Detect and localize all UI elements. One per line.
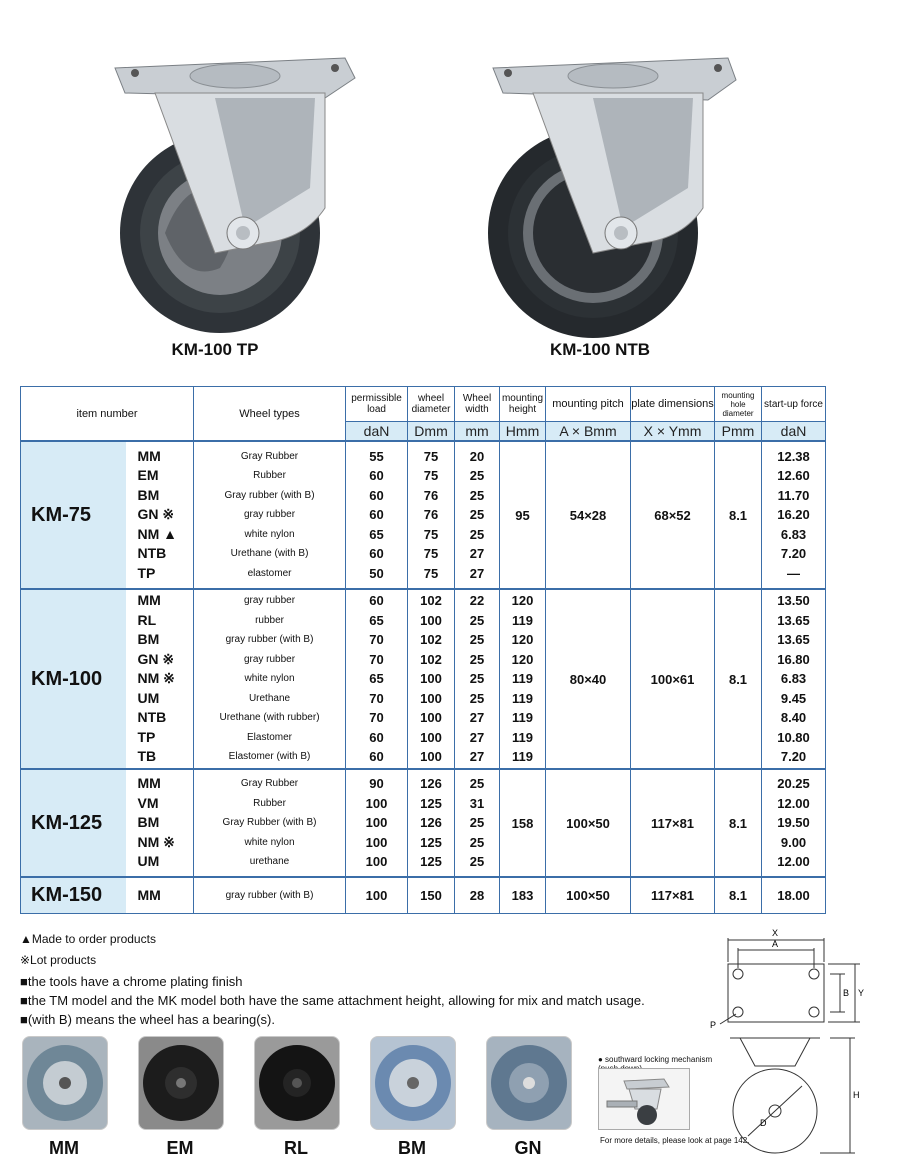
code: NM ※	[137, 833, 175, 850]
photo-caption-tp: KM-100 TP	[171, 340, 259, 359]
code: GN ※	[137, 650, 175, 667]
code: TP	[137, 564, 156, 581]
force-km-75	[762, 441, 826, 589]
value: 12.00	[777, 854, 810, 870]
value: 70	[369, 632, 384, 648]
unit-force: daN	[762, 422, 826, 442]
header-pitch: mounting pitch	[546, 387, 631, 422]
value: 119	[512, 710, 533, 726]
wheel-type: gray rubber (with B)	[225, 634, 314, 646]
value: 125	[420, 834, 442, 850]
unit-height: Hmm	[500, 422, 546, 442]
value: 125	[420, 854, 442, 870]
value: 9.45	[780, 690, 807, 706]
codes-km-100	[126, 589, 194, 769]
value: 9.00	[780, 834, 807, 850]
wheel-type: white nylon	[244, 528, 295, 540]
header-load: permissible load	[346, 387, 408, 422]
value: 22	[469, 593, 485, 609]
value: 70	[369, 651, 384, 667]
wheel-label-gn: GN	[514, 1138, 542, 1158]
value: 60	[369, 507, 384, 523]
value: 100	[420, 729, 442, 745]
unit-diameter: Dmm	[408, 422, 455, 442]
wheel-type: rubber	[255, 614, 284, 626]
value: 11.70	[777, 487, 810, 503]
wheel-type: gray rubber	[243, 509, 296, 521]
wheel-type: Urethane (with B)	[230, 548, 309, 560]
value: 60	[369, 729, 384, 745]
width-km-125	[455, 769, 500, 877]
wheel-type: Urethane (with rubber)	[219, 712, 320, 724]
value: 7.20	[780, 546, 807, 562]
wheel-label-rl: RL	[284, 1138, 308, 1158]
value: 76	[423, 487, 439, 503]
wheel-type: Rubber	[253, 470, 286, 482]
value: 25	[469, 612, 485, 628]
wheel-label-em: EM	[166, 1138, 194, 1158]
model-km-125: KM-125	[21, 769, 126, 877]
wheel-type: gray rubber	[243, 595, 296, 607]
types-km-75	[194, 441, 346, 589]
value: 60	[369, 593, 384, 609]
wheel-type: gray rubber	[243, 653, 296, 665]
wheel-thumb-em	[138, 1036, 224, 1130]
code: BM	[137, 486, 160, 503]
value: 6.83	[780, 526, 807, 542]
force-km-125	[762, 769, 826, 877]
value: 100	[365, 795, 388, 811]
code: NTB	[137, 545, 167, 562]
value: 20	[469, 448, 485, 464]
value: 13.50	[777, 593, 810, 609]
value: 75	[423, 448, 439, 464]
value: 25	[469, 507, 485, 523]
value: 100	[365, 854, 388, 870]
value: 6.83	[780, 671, 807, 687]
value: 90	[369, 776, 384, 792]
value: 16.20	[777, 507, 810, 523]
height-km-75: 95	[500, 441, 546, 589]
value: 119	[512, 671, 533, 687]
codes-km-125	[126, 769, 194, 877]
code: BM	[137, 814, 160, 831]
plate-km-75: 68×52	[631, 441, 715, 589]
height-km-150: 183	[500, 877, 546, 913]
value: 27	[469, 729, 485, 745]
value: 8.40	[780, 710, 807, 726]
code: TP	[137, 728, 156, 745]
value: 119	[512, 729, 533, 745]
note-made-to-order: ▲Made to order products	[20, 932, 156, 946]
codes-km-150	[126, 877, 194, 913]
wheel-type: Gray Rubber	[240, 778, 299, 790]
value: 60	[369, 468, 384, 484]
spec-table	[20, 386, 826, 914]
note-attachment-height: ■the TM model and the MK model both have the same attachment height, allowing for mix and match usage.	[20, 993, 645, 1008]
code: RL	[137, 611, 157, 628]
unit-plate: X × Ymm	[631, 422, 715, 442]
value: 126	[420, 776, 442, 792]
load-km-150: 100	[346, 877, 408, 913]
width-km-75	[455, 441, 500, 589]
value: 7.20	[780, 749, 807, 765]
code: UM	[137, 853, 160, 870]
value: 16.80	[777, 651, 810, 667]
value: 120	[511, 651, 534, 667]
hole-km-125: 8.1	[715, 769, 762, 877]
locking-title: ● southward locking mechanism	[598, 1055, 713, 1064]
header-diameter: wheel diameter	[408, 387, 455, 422]
value: 25	[469, 776, 485, 792]
value: 100	[365, 815, 388, 831]
wheel-label-bm: BM	[398, 1138, 426, 1158]
wheel-thumb-gn	[486, 1036, 572, 1130]
value: 12.38	[777, 448, 810, 464]
load-km-75	[346, 441, 408, 589]
value: 25	[469, 651, 485, 667]
locking-photo	[598, 1068, 690, 1130]
value: 119	[512, 749, 533, 765]
height-km-125: 158	[500, 769, 546, 877]
value: 25	[469, 690, 485, 706]
load-km-100	[346, 589, 408, 769]
value: 119	[512, 690, 533, 706]
header-wheel-types: Wheel types	[194, 387, 346, 442]
code: UM	[137, 689, 160, 706]
header-force: start-up force	[762, 387, 826, 422]
wheel-type: white nylon	[244, 836, 295, 848]
value: 125	[420, 795, 442, 811]
value: 13.65	[777, 632, 810, 648]
value: 25	[469, 854, 485, 870]
code: TB	[137, 748, 157, 765]
value: 50	[369, 565, 384, 581]
value: 19.50	[777, 815, 810, 831]
value: 25	[469, 487, 485, 503]
value: 102	[420, 593, 442, 609]
code: EM	[137, 467, 159, 484]
header-plate: plate dimensions	[631, 387, 715, 422]
pitch-km-75: 54×28	[546, 441, 631, 589]
value: 100	[420, 710, 442, 726]
value: 31	[469, 795, 485, 811]
wheel-type: elastomer	[247, 567, 292, 579]
dim-label-d: D	[760, 1118, 767, 1128]
value: 75	[423, 468, 439, 484]
pitch-km-125: 100×50	[546, 769, 631, 877]
value: 27	[469, 565, 485, 581]
code: MM	[137, 592, 161, 609]
wheel-thumb-bm	[370, 1036, 456, 1130]
code: NM ※	[137, 670, 175, 687]
code: MM	[137, 886, 161, 903]
pitch-km-150: 100×50	[546, 877, 631, 913]
code: MM	[137, 447, 161, 464]
value: 60	[369, 749, 384, 765]
code: NTB	[137, 709, 167, 726]
dim-label-y: Y	[858, 988, 865, 998]
wheel-type: Gray Rubber	[240, 450, 299, 462]
wheel-type: urethane	[249, 856, 290, 868]
value: 27	[469, 749, 485, 765]
value: 12.00	[777, 795, 810, 811]
code: BM	[137, 631, 160, 648]
note-chrome: ■the tools have a chrome plating finish	[20, 974, 243, 989]
hole-km-100: 8.1	[715, 589, 762, 769]
value: 100	[420, 749, 442, 765]
wheel-type: gray rubber (with B)	[225, 889, 314, 901]
value: 27	[469, 710, 485, 726]
wheel-thumb-rl	[254, 1036, 340, 1130]
dim-label-x: X	[772, 928, 779, 938]
value: 25	[469, 834, 485, 850]
locking-footer: For more details, please look at page 142.	[600, 1136, 750, 1145]
unit-width: mm	[455, 422, 500, 442]
code: GN ※	[137, 506, 175, 523]
model-km-100: KM-100	[21, 589, 126, 769]
value: —	[787, 565, 801, 581]
types-km-125	[194, 769, 346, 877]
wheel-label-mm: MM	[49, 1138, 79, 1158]
wheel-type: Gray rubber (with B)	[224, 489, 315, 501]
model-km-150: KM-150	[21, 877, 126, 913]
value: 25	[469, 671, 485, 687]
wheel-type: white nylon	[244, 673, 295, 685]
diameter-km-125	[408, 769, 455, 877]
value: 10.80	[777, 729, 810, 745]
value: 65	[369, 671, 384, 687]
dim-label-h: H	[853, 1090, 860, 1100]
value: 102	[420, 651, 442, 667]
value: 12.60	[777, 468, 810, 484]
value: 102	[420, 632, 442, 648]
code: NM ▲	[137, 525, 178, 542]
unit-load: daN	[346, 422, 408, 442]
width-km-150: 28	[455, 877, 500, 913]
caster-photo-tp	[95, 38, 365, 338]
diameter-km-150: 150	[408, 877, 455, 913]
header-hole: mounting hole diameter	[715, 387, 762, 422]
value: 25	[469, 815, 485, 831]
codes-km-75	[126, 441, 194, 589]
types-km-100	[194, 589, 346, 769]
wheel-type: Urethane	[248, 692, 291, 704]
value: 25	[469, 632, 485, 648]
value: 120	[511, 593, 534, 609]
value: 75	[423, 565, 439, 581]
value: 70	[369, 710, 384, 726]
value: 55	[369, 448, 384, 464]
width-km-100	[455, 589, 500, 769]
wheel-type: Rubber	[253, 797, 286, 809]
value: 100	[420, 690, 442, 706]
value: 65	[369, 526, 384, 542]
model-km-75: KM-75	[21, 441, 126, 589]
header-height: mounting height	[500, 387, 546, 422]
dimension-diagram	[700, 926, 880, 1156]
value: 75	[423, 526, 439, 542]
caster-photo-ntb	[478, 38, 748, 338]
header-item-number: item number	[21, 387, 194, 442]
wheel-type: Elastomer	[247, 731, 293, 743]
plate-km-150: 117×81	[631, 877, 715, 913]
unit-pitch: A × Bmm	[546, 422, 631, 442]
value: 119	[512, 612, 533, 628]
photo-caption-ntb: KM-100 NTB	[549, 340, 651, 359]
value: 27	[469, 546, 485, 562]
code: VM	[137, 794, 159, 811]
value: 120	[511, 632, 534, 648]
value: 126	[420, 815, 442, 831]
pitch-km-100: 80×40	[546, 589, 631, 769]
value: 100	[365, 834, 388, 850]
value: 70	[369, 690, 384, 706]
diameter-km-100	[408, 589, 455, 769]
force-km-150: 18.00	[762, 877, 826, 913]
value: 25	[469, 468, 485, 484]
load-km-125	[346, 769, 408, 877]
value: 13.65	[777, 612, 810, 628]
hole-km-150: 8.1	[715, 877, 762, 913]
plate-km-125: 117×81	[631, 769, 715, 877]
note-lot-products: ※Lot products	[20, 953, 97, 967]
value: 75	[423, 546, 439, 562]
code: MM	[137, 775, 161, 792]
value: 60	[369, 546, 384, 562]
note-bearing: ■(with B) means the wheel has a bearing(s).	[20, 1012, 275, 1027]
force-km-100	[762, 589, 826, 769]
value: 100	[420, 671, 442, 687]
value: 100	[420, 612, 442, 628]
value: 25	[469, 526, 485, 542]
value: 76	[423, 507, 439, 523]
value: 60	[369, 487, 384, 503]
plate-km-100: 100×61	[631, 589, 715, 769]
value: 20.25	[777, 776, 810, 792]
hole-km-75: 8.1	[715, 441, 762, 589]
types-km-150	[194, 877, 346, 913]
value: 65	[369, 612, 384, 628]
wheel-type: Elastomer (with B)	[228, 751, 311, 763]
diameter-km-75	[408, 441, 455, 589]
dim-label-a: A	[772, 939, 779, 949]
dim-label-b: B	[843, 988, 850, 998]
dim-label-p: P	[710, 1020, 717, 1030]
header-width: Wheel width	[455, 387, 500, 422]
height-km-100	[500, 589, 546, 769]
unit-hole: Pmm	[715, 422, 762, 442]
wheel-thumb-mm	[22, 1036, 108, 1130]
wheel-type: Gray Rubber (with B)	[222, 817, 317, 829]
